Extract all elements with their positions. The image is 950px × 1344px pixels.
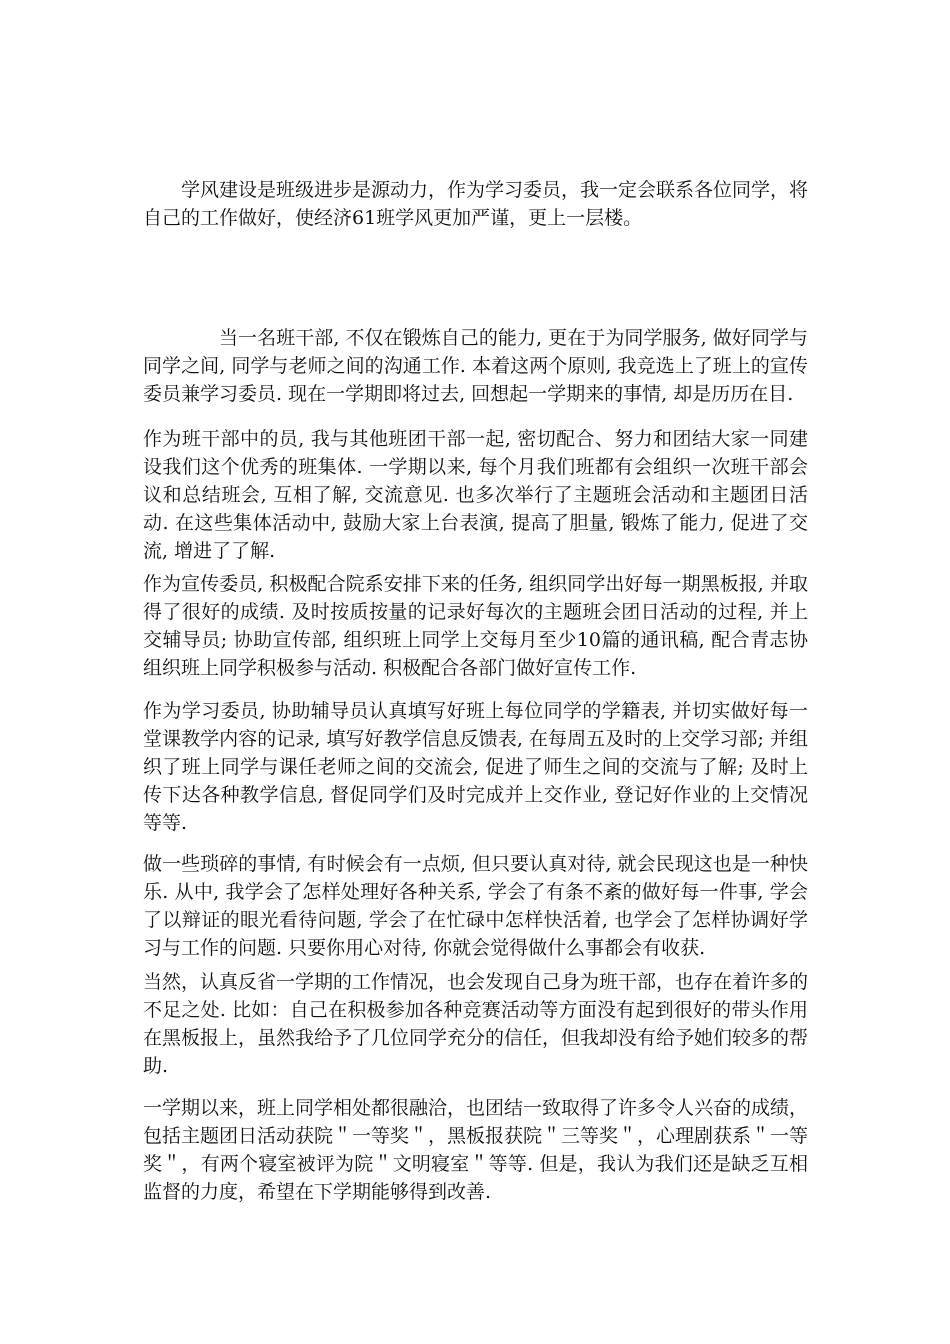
paragraph-shortcomings: 当然，认真反省一学期的工作情况，也会发现自己身为班干部，也存在着许多的不足之处. 比如：自己在积极参加各种竞赛活动等方面没有起到很好的带头作用在黑板报上，虽然我给予了几位同学充分的信任，但我却没有给予她们较多的帮助. <box>143 971 809 1077</box>
paragraph-reflection: 做一些琐碎的事情, 有时候会有一点烦, 但只要认真对待, 就会民现这也是一种快乐. 从中, 我学会了怎样处理好各种关系, 学会了有条不紊的做好每一件事, 学会了以辩证的眼光看待问题, 学会了在忙碌中怎样快活着, 也学会了怎样协调好学习与工作的问题. 只要你用心对待, 你就会觉得做什么事都会有收获. <box>143 853 808 959</box>
paragraph-study-style: 学风建设是班级进步是源动力，作为学习委员，我一定会联系各位同学，将自己的工作做好，使经济61班学风更加严谨，更上一层楼。 <box>143 179 809 229</box>
paragraph-achievements: 一学期以来，班上同学相处都很融洽，也团结一致取得了许多令人兴奋的成绩，包括主题团日活动获院＂一等奖＂，黑板报获院＂三等奖＂，心理剧获系＂一等奖＂，有两个寝室被评为院＂文明寝室＂等等. 但是，我认为我们还是缺乏互相监督的力度，希望在下学期能够得到改善. <box>143 1097 809 1203</box>
paragraph-class-cadre-work: 作为班干部中的员, 我与其他班团干部一起, 密切配合、努力和团结大家一同建设我们这个优秀的班集体. 一学期以来, 每个月我们班都有会组织一次班干部会议和总结班会, 互相了解, 交流意见. 也多次举行了主题班会活动和主题团日活动. 在这些集体活动中, 鼓励大家上台表演, 提高了胆量, 锻炼了能力, 促进了交流, 增进了了解. <box>143 428 808 562</box>
paragraph-study-committee: 作为学习委员, 协助辅导员认真填写好班上每位同学的学籍表, 并切实做好每一堂课教学内容的记录, 填写好教学信息反馈表, 在每周五及时的上交学习部; 并组织了班上同学与课任老师之间的交流会, 促进了师生之间的交流与了解; 及时上传下达各种教学信息, 督促同学们及时完成并上交作业, 登记好作业的上交情况等等. <box>143 700 808 834</box>
paragraph-introduction: 当一名班干部, 不仅在锻炼自己的能力, 更在于为同学服务, 做好同学与同学之间, 同学与老师之间的沟通工作. 本着这两个原则, 我竞选上了班上的宣传委员兼学习委员. 现在一学期即将过去, 回想起一学期来的事情, 却是历历在目. <box>143 327 808 405</box>
paragraph-publicity-committee: 作为宣传委员, 积极配合院系安排下来的任务, 组织同学出好每一期黑板报, 并取得了很好的成绩. 及时按质按量的记录好每次的主题班会团日活动的过程, 并上交辅导员; 协助宣传部, 组织班上同学上交每月至少10篇的通讯稿, 配合青志协组织班上同学积极参与活动. 积极配合各部门做好宣传工作. <box>143 573 808 679</box>
